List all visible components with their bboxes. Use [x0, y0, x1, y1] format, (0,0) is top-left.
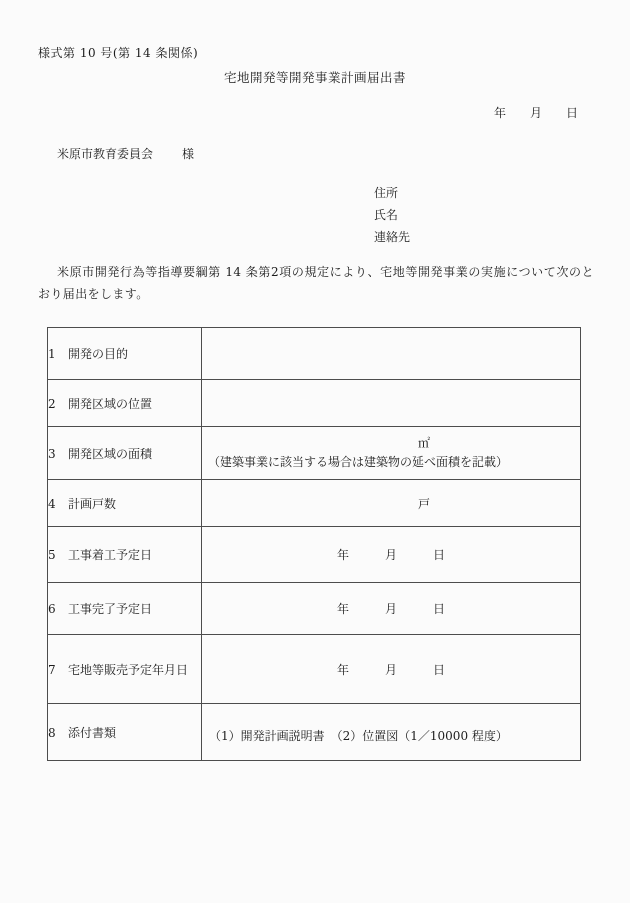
addressee-honorific: 様 — [182, 147, 195, 161]
sender-block — [374, 183, 410, 248]
addressee-row — [57, 145, 194, 162]
row-number: 7 — [48, 662, 56, 677]
document-title: 宅地開発等開発事業計画届出書 — [223, 70, 406, 85]
row-number: 1 — [48, 347, 56, 361]
table-row-3 — [48, 427, 581, 480]
row-label-cell — [48, 635, 202, 704]
row-value — [202, 704, 581, 761]
row-label-cell — [48, 583, 202, 635]
area-unit: ㎡ — [417, 436, 430, 450]
table-row-4 — [48, 480, 581, 527]
table-row-6 — [48, 583, 581, 635]
row-value — [202, 380, 581, 427]
row-label: 開発の目的 — [68, 347, 129, 361]
row-label-cell — [48, 527, 202, 583]
row-value: 年 月 日 — [202, 527, 581, 583]
row-label: 開発区域の位置 — [68, 396, 153, 411]
row-label-cell — [48, 704, 202, 761]
attachments-list: （1）開発計画説明書 （2）位置図（1／10000 程度） — [209, 728, 508, 743]
row-number: 8 — [48, 725, 56, 740]
row-label: 工事着工予定日 — [68, 548, 153, 562]
row-label: 開発区域の面積 — [68, 446, 153, 461]
notification-table — [47, 327, 581, 761]
row-label: 工事完了予定日 — [68, 602, 153, 616]
row-number: 2 — [48, 396, 56, 411]
row-value — [202, 328, 581, 380]
row-number: 4 — [48, 496, 56, 511]
row-value: 年 月 日 — [202, 583, 581, 635]
row-label: 宅地等販売予定年月日 — [68, 662, 189, 677]
row-label-cell — [48, 427, 202, 480]
row-value: 年 月 日 — [202, 635, 581, 704]
sender-address-label: 住所 — [374, 186, 399, 200]
area-note: （建築事業に該当する場合は建築物の延べ面積を記載） — [208, 455, 509, 469]
form-number: 様式第 10 号(第 14 条関係) — [38, 46, 199, 60]
date-line: 年 月 日 — [493, 106, 578, 120]
row-label-cell — [48, 480, 202, 527]
table-row-8 — [48, 704, 581, 761]
row-value — [202, 480, 581, 527]
table-row-7 — [48, 635, 581, 704]
row-label-cell — [48, 328, 202, 380]
sender-name-label: 氏名 — [374, 207, 399, 222]
row-number: 3 — [48, 446, 56, 461]
row-value — [202, 427, 581, 480]
table-row-5 — [48, 527, 581, 583]
row-label: 添付書類 — [68, 725, 117, 740]
row-number: 6 — [48, 602, 56, 616]
sender-contact-label: 連絡先 — [374, 229, 411, 244]
row-number: 5 — [48, 548, 56, 562]
addressee-name: 米原市教育委員会 — [57, 147, 154, 161]
table-row-1 — [48, 328, 581, 380]
row-label-cell — [48, 380, 202, 427]
table-row-2 — [48, 380, 581, 427]
body-paragraph: 米原市開発行為等指導要綱第 14 条第2項の規定により、宅地等開発事業の実施について次のとおり届出をします。 — [38, 265, 594, 301]
row-label: 計画戸数 — [68, 496, 117, 511]
unit-count: 戸 — [417, 496, 430, 511]
